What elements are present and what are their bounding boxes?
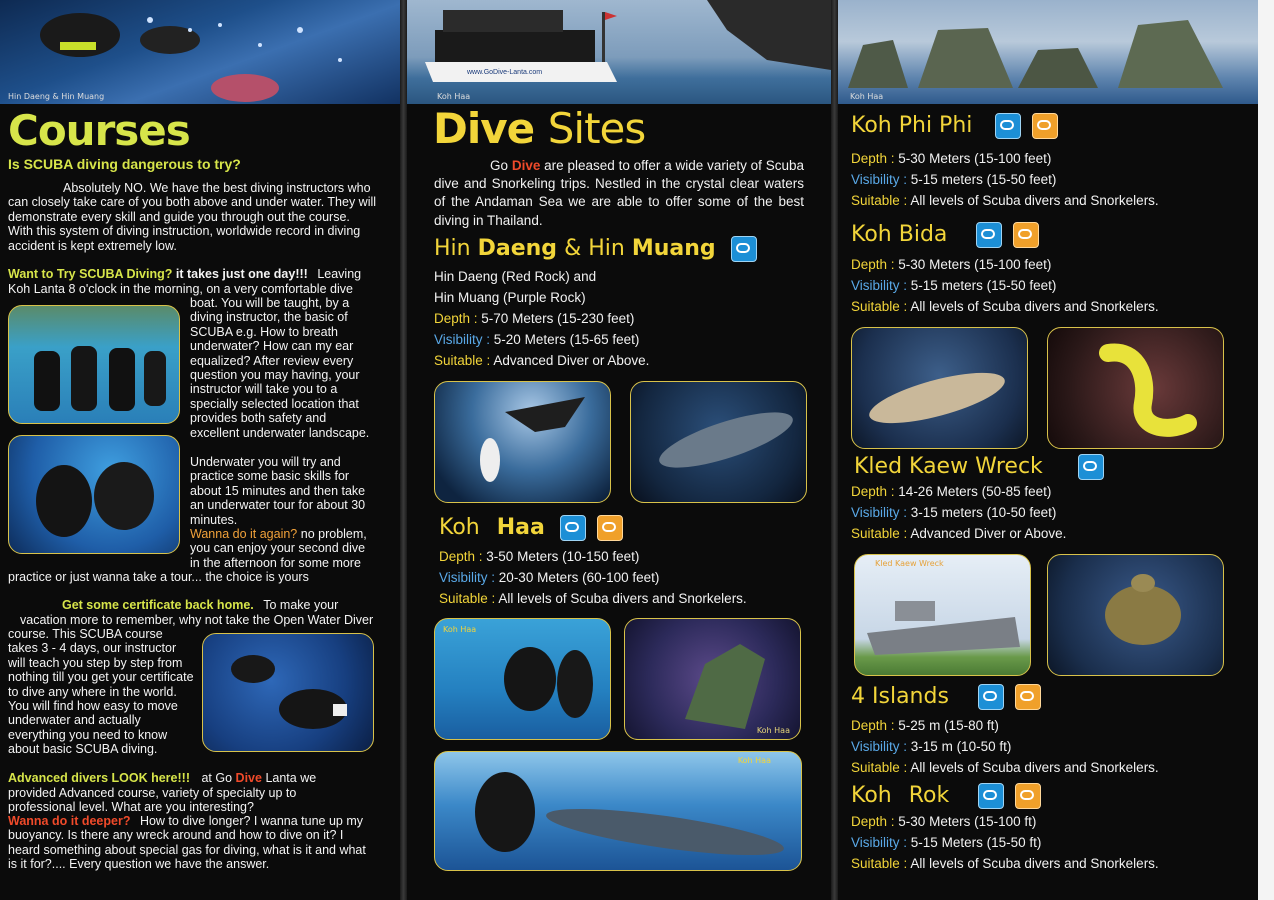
suitable-value: All levels of Scuba divers and Snorkelers. (910, 856, 1159, 871)
dive-sites-panel (407, 0, 831, 900)
site-desc-line: Hin Muang (Purple Rock) (434, 290, 586, 305)
depth-row (434, 308, 649, 329)
visibility-row (851, 275, 1159, 296)
visibility-value: 5-15 meters (15-50 feet) (910, 172, 1057, 187)
visibility-row (434, 329, 649, 350)
suitable-label: Suitable : (434, 353, 491, 368)
deeper-paragraph (8, 814, 378, 872)
site-title-part: Phi Phi (898, 113, 973, 138)
depth-label: Depth : (439, 549, 483, 564)
advanced-line (8, 771, 388, 785)
scuba-mask-icon (1078, 454, 1104, 480)
fold-divider (400, 0, 407, 900)
whale-shark-illustration (631, 382, 806, 502)
try-scuba-body: boat. You will be taught, by a diving instructor, the basic of SCUBA e.g. How to breath underwater? How can my ear equalized? After review every question you may having, your instructor will take you to a specially selected location that provides both safety and excellent underwater landscape. (190, 296, 370, 440)
site-title-part: Bida (898, 222, 948, 247)
site-title-4-islands (851, 684, 1041, 710)
photo-caption: Hin Daeng & Hin Muang (8, 92, 105, 101)
intro-paragraph: Absolutely NO. We have the best diving instructors who can closely take care of you both above and under water. They will demonstrate every skill and guide you through out the course. With this system of diving instruction, worldwide record in diving accident is kept extremely low. (8, 181, 377, 253)
title-sites: Sites (547, 104, 646, 153)
suitable-row (434, 350, 649, 371)
site-desc-line: Hin Daeng (Red Rock) and (434, 269, 597, 284)
dive-sites-title (433, 104, 645, 153)
site-title-part: Wreck (975, 454, 1043, 479)
depth-label: Depth : (851, 814, 895, 829)
suitable-value: All levels of Scuba divers and Snorkelers. (910, 760, 1159, 775)
wreck-diagram-photo (854, 554, 1031, 676)
seahorse-illustration (1048, 328, 1223, 448)
photo-caption: Koh Haa (850, 92, 884, 101)
site-info-rok (851, 811, 1159, 874)
manta-illustration (435, 382, 610, 502)
seahorse-photo (1047, 327, 1224, 449)
site-title-part: Koh (439, 515, 480, 540)
limestone-islands-illustration (838, 0, 1258, 104)
snorkel-icon (597, 515, 623, 541)
pool-divers-illustration (9, 306, 179, 423)
wreck-label: Kled Kaew Wreck (875, 559, 944, 568)
question-heading: Is SCUBA diving dangerous to try? (8, 156, 241, 172)
cert-body: course. This SCUBA course takes 3 - 4 days, our instructor will teach you step by step from nothing till you get your certificate to dive any where in the world. You will find how easy to move underwater and actually everything you need to know about basic SCUBA diving. (8, 627, 194, 757)
visibility-value: 3-15 meters (10-50 feet) (910, 505, 1057, 520)
depth-value: 5-30 Meters (15-100 ft) (898, 814, 1037, 829)
pool-training-photo (8, 305, 180, 424)
site-info-bida (851, 254, 1159, 317)
open-water-photo (202, 633, 374, 752)
suitable-label: Suitable : (851, 193, 908, 208)
underwater-training-photo (8, 435, 180, 554)
snorkel-whale-shark-illustration (435, 752, 801, 870)
manta-ray-photo (434, 381, 611, 503)
visibility-value: 5-15 Meters (15-50 ft) (910, 835, 1042, 850)
photo-caption: Koh Haa (737, 756, 771, 765)
koh-haa-divers-illustration (435, 619, 610, 739)
try-scuba-bold: it takes just one day!!! (175, 267, 308, 281)
page-edge (1258, 0, 1274, 900)
suitable-value: All levels of Scuba divers and Snorkelers. (498, 591, 747, 606)
suitable-label: Suitable : (851, 856, 908, 871)
suitable-row (851, 296, 1159, 317)
depth-row (851, 481, 1066, 502)
island-rock-illustration (625, 619, 800, 739)
visibility-label: Visibility : (439, 570, 496, 585)
divers-header-photo (0, 0, 400, 104)
site-title-bida (851, 222, 1039, 248)
visibility-label: Visibility : (434, 332, 491, 347)
suitable-value: All levels of Scuba divers and Snorkelers. (910, 193, 1159, 208)
divers-illustration (0, 0, 400, 104)
dive-boat-photo (407, 0, 831, 104)
visibility-value: 20-30 Meters (60-100 feet) (498, 570, 660, 585)
brand-dive: Dive (235, 771, 262, 785)
boat-caption: Koh Haa (437, 92, 471, 101)
visibility-row (851, 502, 1066, 523)
underwater-divers-illustration (9, 436, 179, 553)
snorkel-icon (1013, 222, 1039, 248)
site-title-kled-kaew-wreck (854, 454, 1104, 480)
snorkel-icon (1015, 783, 1041, 809)
suitable-label: Suitable : (851, 760, 908, 775)
cert-first: To make your (263, 598, 339, 612)
depth-label: Depth : (851, 484, 895, 499)
scuba-mask-icon (976, 222, 1002, 248)
turtle-illustration (1048, 555, 1223, 675)
site-info-hin-daeng (434, 266, 649, 371)
site-title-part: Rok (908, 783, 950, 808)
deeper-body: How to dive longer? I wanna tune up my buoyancy. Is there any wreck around and how to dive on it? I heard something about special gas for diving, what is it and what is it for?.... Every question we have the answer. (8, 814, 366, 872)
site-title-phi-phi (851, 113, 1058, 139)
depth-label: Depth : (851, 257, 895, 272)
visibility-label: Visibility : (851, 172, 908, 187)
advanced-lanta: Lanta we (265, 771, 317, 785)
intro-dive: Dive (511, 158, 541, 173)
depth-row (851, 148, 1159, 169)
site-title-part: Koh (851, 113, 892, 138)
advanced-body: provided Advanced course, variety of specialty up to professional level. What are you interesting? (8, 786, 297, 815)
visibility-label: Visibility : (851, 505, 908, 520)
page-title: Courses (8, 106, 190, 155)
wreck-ship-illustration (855, 555, 1030, 675)
leopard-shark-photo (851, 327, 1028, 449)
cert-line2: vacation more to remember, why not take the Open Water Diver (20, 613, 374, 627)
fold-divider (831, 0, 838, 900)
suitable-row (439, 588, 747, 609)
site-title-part: 4 (851, 684, 865, 709)
boat-website: www.GoDive-Lanta.com (467, 69, 543, 76)
more-sites-panel (838, 0, 1258, 900)
site-title-part: Muang (631, 236, 716, 261)
site-title-part: & Hin (564, 236, 625, 261)
photo-caption: Koh Haa (756, 726, 790, 735)
site-title-part: Koh (851, 222, 892, 247)
site-title-rok (851, 783, 1041, 809)
site-title-part: Haa (496, 515, 545, 540)
underwater-body: Underwater you will try and practice some basic skills for about 15 minutes and then take an underwater tour for about 30 minutes. (190, 455, 366, 527)
site-info-kled-kaew (851, 481, 1066, 544)
depth-value: 5-70 Meters (15-230 feet) (481, 311, 635, 326)
scuba-mask-icon (995, 113, 1021, 139)
intro-text: are pleased to offer a wide variety of Scuba dive and Snorkeling trips. Nestled in the crystal clear waters of the Andaman Sea we are able to offer some of the best diving in Thailand. (434, 158, 804, 228)
scuba-mask-icon (978, 783, 1004, 809)
suitable-row (851, 757, 1159, 778)
suitable-row (851, 190, 1159, 211)
depth-label: Depth : (851, 718, 895, 733)
visibility-row (851, 832, 1159, 853)
suitable-label: Suitable : (851, 526, 908, 541)
depth-value: 5-30 Meters (15-100 feet) (898, 151, 1052, 166)
advanced-at: at Go (201, 771, 233, 785)
site-title-hin-daeng (434, 236, 757, 262)
site-title-part: Islands (872, 684, 949, 709)
koh-haa-island-photo (624, 618, 801, 740)
depth-label: Depth : (434, 311, 478, 326)
try-scuba-line2: Koh Lanta 8 o'clock in the morning, on a very comfortable dive (8, 282, 353, 296)
courses-panel (0, 0, 400, 900)
depth-value: 14-26 Meters (50-85 feet) (898, 484, 1052, 499)
photo-caption: Koh Haa (443, 625, 477, 634)
snorkel-icon (1032, 113, 1058, 139)
again-text: no problem, you can enjoy your second dive in the afternoon for some more (190, 527, 367, 570)
again-tail: practice or just wanna take a tour... the choice is yours (8, 570, 309, 584)
visibility-row (851, 736, 1159, 757)
depth-value: 5-25 m (15-80 ft) (898, 718, 999, 733)
visibility-value: 5-15 meters (15-50 feet) (910, 278, 1057, 293)
cert-line (62, 598, 382, 612)
depth-row (851, 715, 1159, 736)
depth-value: 5-30 Meters (15-100 feet) (898, 257, 1052, 272)
site-info-phi-phi (851, 148, 1159, 211)
koh-haa-divers-photo (434, 618, 611, 740)
intro-go: Go (490, 158, 509, 173)
wanna-again-lead: Wanna do it again? (190, 527, 298, 541)
depth-row (439, 546, 747, 567)
advanced-lead: Advanced divers LOOK here!!! (8, 771, 190, 785)
visibility-label: Visibility : (851, 278, 908, 293)
whale-shark-photo (630, 381, 807, 503)
site-info-koh-haa (439, 546, 747, 609)
again-body (190, 527, 376, 570)
try-scuba-line (8, 267, 378, 281)
visibility-value: 3-15 m (10-50 ft) (910, 739, 1012, 754)
boat-illustration (407, 0, 831, 104)
depth-row (851, 811, 1159, 832)
site-title-koh-haa (439, 515, 623, 541)
suitable-value: Advanced Diver or Above. (910, 526, 1067, 541)
deeper-lead: Wanna do it deeper? (8, 814, 131, 828)
leopard-shark-illustration (852, 328, 1027, 448)
depth-value: 3-50 Meters (10-150 feet) (486, 549, 640, 564)
suitable-label: Suitable : (851, 299, 908, 314)
visibility-label: Visibility : (851, 835, 908, 850)
suitable-row (851, 523, 1066, 544)
visibility-row (851, 169, 1159, 190)
open-water-divers-illustration (203, 634, 373, 751)
scuba-mask-icon (560, 515, 586, 541)
scuba-mask-icon (978, 684, 1004, 710)
visibility-row (439, 567, 747, 588)
suitable-label: Suitable : (439, 591, 496, 606)
suitable-row (851, 853, 1159, 874)
snorkel-whale-shark-photo (434, 751, 802, 871)
cert-lead: Get some certificate back home. (62, 598, 254, 612)
site-title-part: Kled Kaew (854, 454, 969, 479)
suitable-value: Advanced Diver or Above. (493, 353, 650, 368)
site-title-part: Daeng (477, 236, 558, 261)
scuba-mask-icon (731, 236, 757, 262)
try-scuba-leaving: Leaving (317, 267, 362, 281)
depth-label: Depth : (851, 151, 895, 166)
dive-sites-intro (434, 157, 804, 230)
site-title-part: Koh (851, 783, 892, 808)
turtle-photo (1047, 554, 1224, 676)
snorkel-icon (1015, 684, 1041, 710)
islands-header-photo (838, 0, 1258, 104)
site-title-part: Hin (434, 236, 471, 261)
site-info-4-islands (851, 715, 1159, 778)
visibility-label: Visibility : (851, 739, 908, 754)
depth-row (851, 254, 1159, 275)
suitable-value: All levels of Scuba divers and Snorkelers. (910, 299, 1159, 314)
visibility-value: 5-20 Meters (15-65 feet) (493, 332, 640, 347)
title-dive: Dive (433, 104, 535, 153)
try-scuba-lead: Want to Try SCUBA Diving? (8, 267, 173, 281)
